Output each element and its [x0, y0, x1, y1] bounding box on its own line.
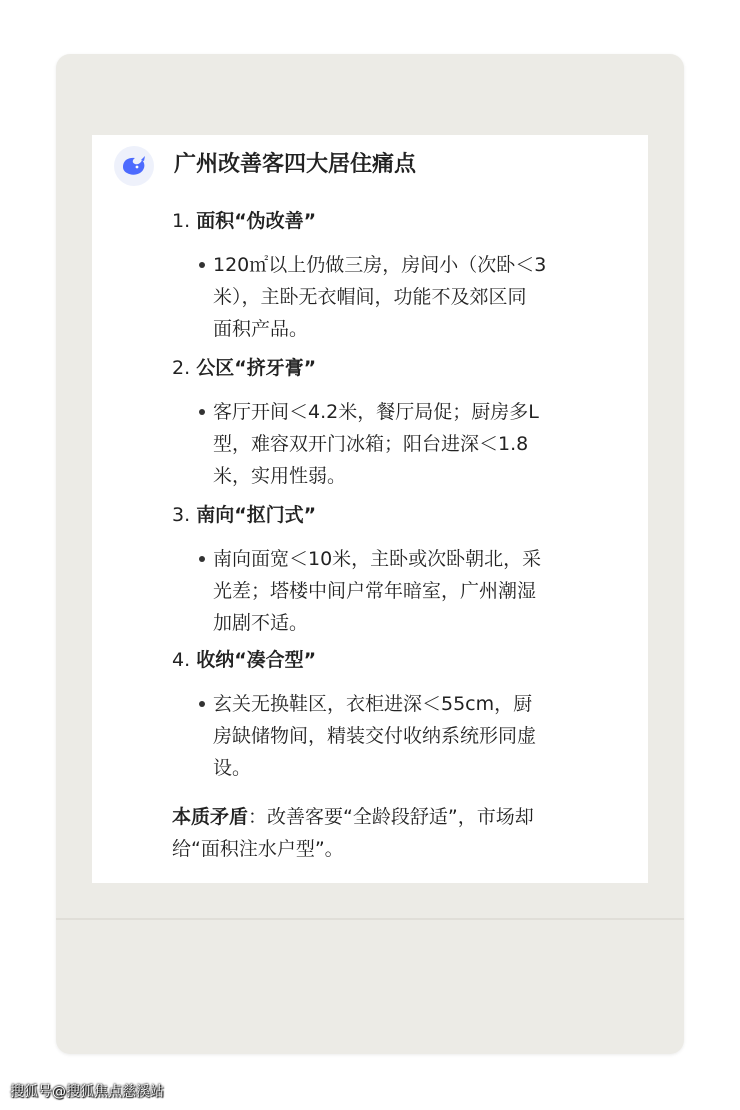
bullet-text: [213, 543, 593, 639]
bullet-line: 型，难容双开门冰箱；阳台进深＜1.8: [213, 433, 529, 455]
item-heading: [172, 501, 316, 529]
item-number: 2.: [172, 357, 191, 379]
summary-line: 给“面积注水户型”。: [172, 838, 344, 860]
item-number: 4.: [172, 649, 191, 671]
bullet-line: 设。: [213, 757, 252, 779]
bullet-line: 玄关无换鞋区，衣柜进深＜55cm，厨: [213, 693, 533, 715]
item-heading: [172, 646, 316, 674]
bullet-dot: [199, 409, 205, 415]
item-heading: [172, 354, 316, 382]
summary-label: 本质矛盾: [172, 806, 249, 828]
chat-card: [92, 135, 648, 883]
bullet-line: 米），主卧无衣帽间，功能不及郊区同: [213, 286, 527, 308]
item-heading-text: 收纳“凑合型”: [196, 649, 317, 671]
bullet-text: [213, 396, 593, 492]
bullet-dot: [199, 701, 205, 707]
whale-icon: [114, 146, 154, 186]
bullet-line: 米，实用性弱。: [213, 465, 347, 487]
bullet-dot: [199, 556, 205, 562]
summary-paragraph: [172, 801, 602, 865]
watermark: 搜狐号@搜狐焦点慈溪站: [10, 1084, 164, 1100]
item-heading-text: 南向“抠门式”: [196, 504, 317, 526]
bullet-text: [213, 688, 593, 784]
item-heading-text: 面积“伪改善”: [196, 210, 317, 232]
summary-line: [172, 801, 602, 833]
bullet-line: 南向面宽＜10米，主卧或次卧朝北，采: [213, 548, 542, 570]
bullet-line: 面积产品。: [213, 318, 309, 340]
item-heading: [172, 207, 316, 235]
bullet-text: [213, 249, 593, 345]
item-heading-text: 公区“挤牙膏”: [196, 357, 317, 379]
bullet-dot: [199, 262, 205, 268]
bullet-line: 120㎡以上仍做三房，房间小（次卧＜3: [213, 254, 547, 276]
bullet-line: 客厅开间＜4.2米，餐厅局促；厨房多L: [213, 401, 539, 423]
item-number: 1.: [172, 210, 191, 232]
response-title: 广州改善客四大居住痛点: [174, 152, 417, 177]
bullet-line: 加剧不适。: [213, 612, 309, 634]
paper-fold: [56, 918, 684, 920]
bullet-line: 光差；塔楼中间户常年暗室，广州潮湿: [213, 580, 537, 602]
item-number: 3.: [172, 504, 191, 526]
summary-text: ：改善客要“全龄段舒适”，市场却: [248, 806, 534, 828]
bullet-line: 房缺储物间，精装交付收纳系统形同虚: [213, 725, 537, 747]
